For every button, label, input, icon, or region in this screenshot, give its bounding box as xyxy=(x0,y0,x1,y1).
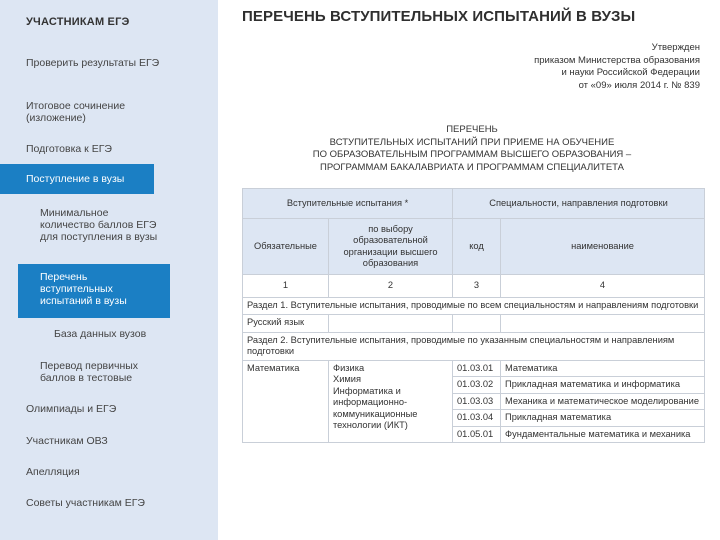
sidebar-item-admission[interactable] xyxy=(0,164,154,194)
sidebar-item-admission-label: Поступление в вузы xyxy=(26,173,125,185)
section-1-row: Раздел 1. Вступительные испытания, проводимые по всем специальностям и направлениям подготовки xyxy=(243,298,705,315)
specialty-name: Прикладная математика xyxy=(501,410,705,427)
column-number: 3 xyxy=(453,275,501,298)
tests-table xyxy=(242,188,705,443)
sidebar-heading: УЧАСТНИКАМ ЕГЭ xyxy=(26,16,130,28)
sidebar-item-olympiads[interactable]: Олимпиады и ЕГЭ xyxy=(26,403,117,415)
sidebar-item-advice[interactable]: Советы участникам ЕГЭ xyxy=(26,497,145,509)
page-title: ПЕРЕЧЕНЬ ВСТУПИТЕЛЬНЫХ ИСПЫТАНИЙ В ВУЗЫ xyxy=(242,8,636,25)
specialty-name: Прикладная математика и информатика xyxy=(501,377,705,394)
sidebar-item-universities-db[interactable]: База данных вузов xyxy=(54,328,147,340)
approval-line: приказом Министерства образования xyxy=(534,54,700,66)
document-heading xyxy=(242,124,702,174)
heading-line: ВСТУПИТЕЛЬНЫХ ИСПЫТАНИЙ ПРИ ПРИЕМЕ НА ОБУЧЕНИЕ xyxy=(329,136,615,148)
header-specialties: Специальности, направления подготовки xyxy=(453,189,705,219)
header-mandatory: Обязательные xyxy=(243,219,329,275)
specialty-name: Фундаментальные математика и механика xyxy=(501,426,705,443)
specialty-name: Математика xyxy=(501,360,705,377)
column-number: 4 xyxy=(501,275,705,298)
approval-line: Утвержден xyxy=(651,42,700,53)
specialty-name: Механика и математическое моделирование xyxy=(501,393,705,410)
approval-note xyxy=(440,42,700,92)
sidebar xyxy=(0,0,218,540)
header-tests: Вступительные испытания * xyxy=(243,189,453,219)
specialty-code: 01.05.01 xyxy=(453,426,501,443)
approval-line: от «09» июля 2014 г. № 839 xyxy=(578,79,700,91)
sidebar-item-tests-list-label: Перечень вступительных испытаний в вузы xyxy=(40,271,127,307)
header-code: код xyxy=(453,219,501,275)
empty-cell xyxy=(329,314,453,332)
header-by-choice: по выбору образовательной организации высшего образования xyxy=(329,219,453,275)
specialty-code: 01.03.01 xyxy=(453,360,501,377)
sidebar-item-final-essay[interactable]: Итоговое сочинение (изложение) xyxy=(26,100,126,124)
main-content xyxy=(218,0,720,540)
sidebar-item-preparation[interactable]: Подготовка к ЕГЭ xyxy=(26,143,112,155)
specialty-code: 01.03.04 xyxy=(453,410,501,427)
approval-line: и науки Российской Федерации xyxy=(561,67,700,78)
header-name: наименование xyxy=(501,219,705,275)
sidebar-item-ovz[interactable]: Участникам ОВЗ xyxy=(26,435,108,447)
sidebar-item-check-results[interactable]: Проверить результаты ЕГЭ xyxy=(26,57,160,69)
mandatory-subject-cell: Математика xyxy=(243,360,329,443)
sidebar-item-min-scores[interactable]: Минимальное количество баллов ЕГЭ для поступления в вузы xyxy=(40,207,158,243)
specialty-code: 01.03.03 xyxy=(453,393,501,410)
empty-cell xyxy=(501,314,705,332)
heading-line: ПО ОБРАЗОВАТЕЛЬНЫМ ПРОГРАММАМ ВЫСШЕГО ОБРАЗОВАНИЯ – xyxy=(312,149,632,160)
russian-language-cell: Русский язык xyxy=(243,314,329,332)
sidebar-item-score-conversion[interactable]: Перевод первичных баллов в тестовые xyxy=(40,360,139,384)
empty-cell xyxy=(453,314,501,332)
section-2-row: Раздел 2. Вступительные испытания, проводимые по указанным специальностям и направлениям подготовки xyxy=(243,332,705,360)
column-number: 1 xyxy=(243,275,329,298)
heading-line: ПЕРЕЧЕНЬ xyxy=(446,124,498,135)
choice-subjects-cell: Физика Химия Информатика и информационно-коммуникационные технологии (ИКТ) xyxy=(329,360,453,443)
heading-line: ПРОГРАММАМ БАКАЛАВРИАТА И ПРОГРАММАМ СПЕЦИАЛИТЕТА xyxy=(320,161,624,173)
specialty-code: 01.03.02 xyxy=(453,377,501,394)
sidebar-item-tests-list[interactable] xyxy=(18,264,170,318)
sidebar-item-appeal[interactable]: Апелляция xyxy=(26,466,80,478)
column-number: 2 xyxy=(329,275,453,298)
